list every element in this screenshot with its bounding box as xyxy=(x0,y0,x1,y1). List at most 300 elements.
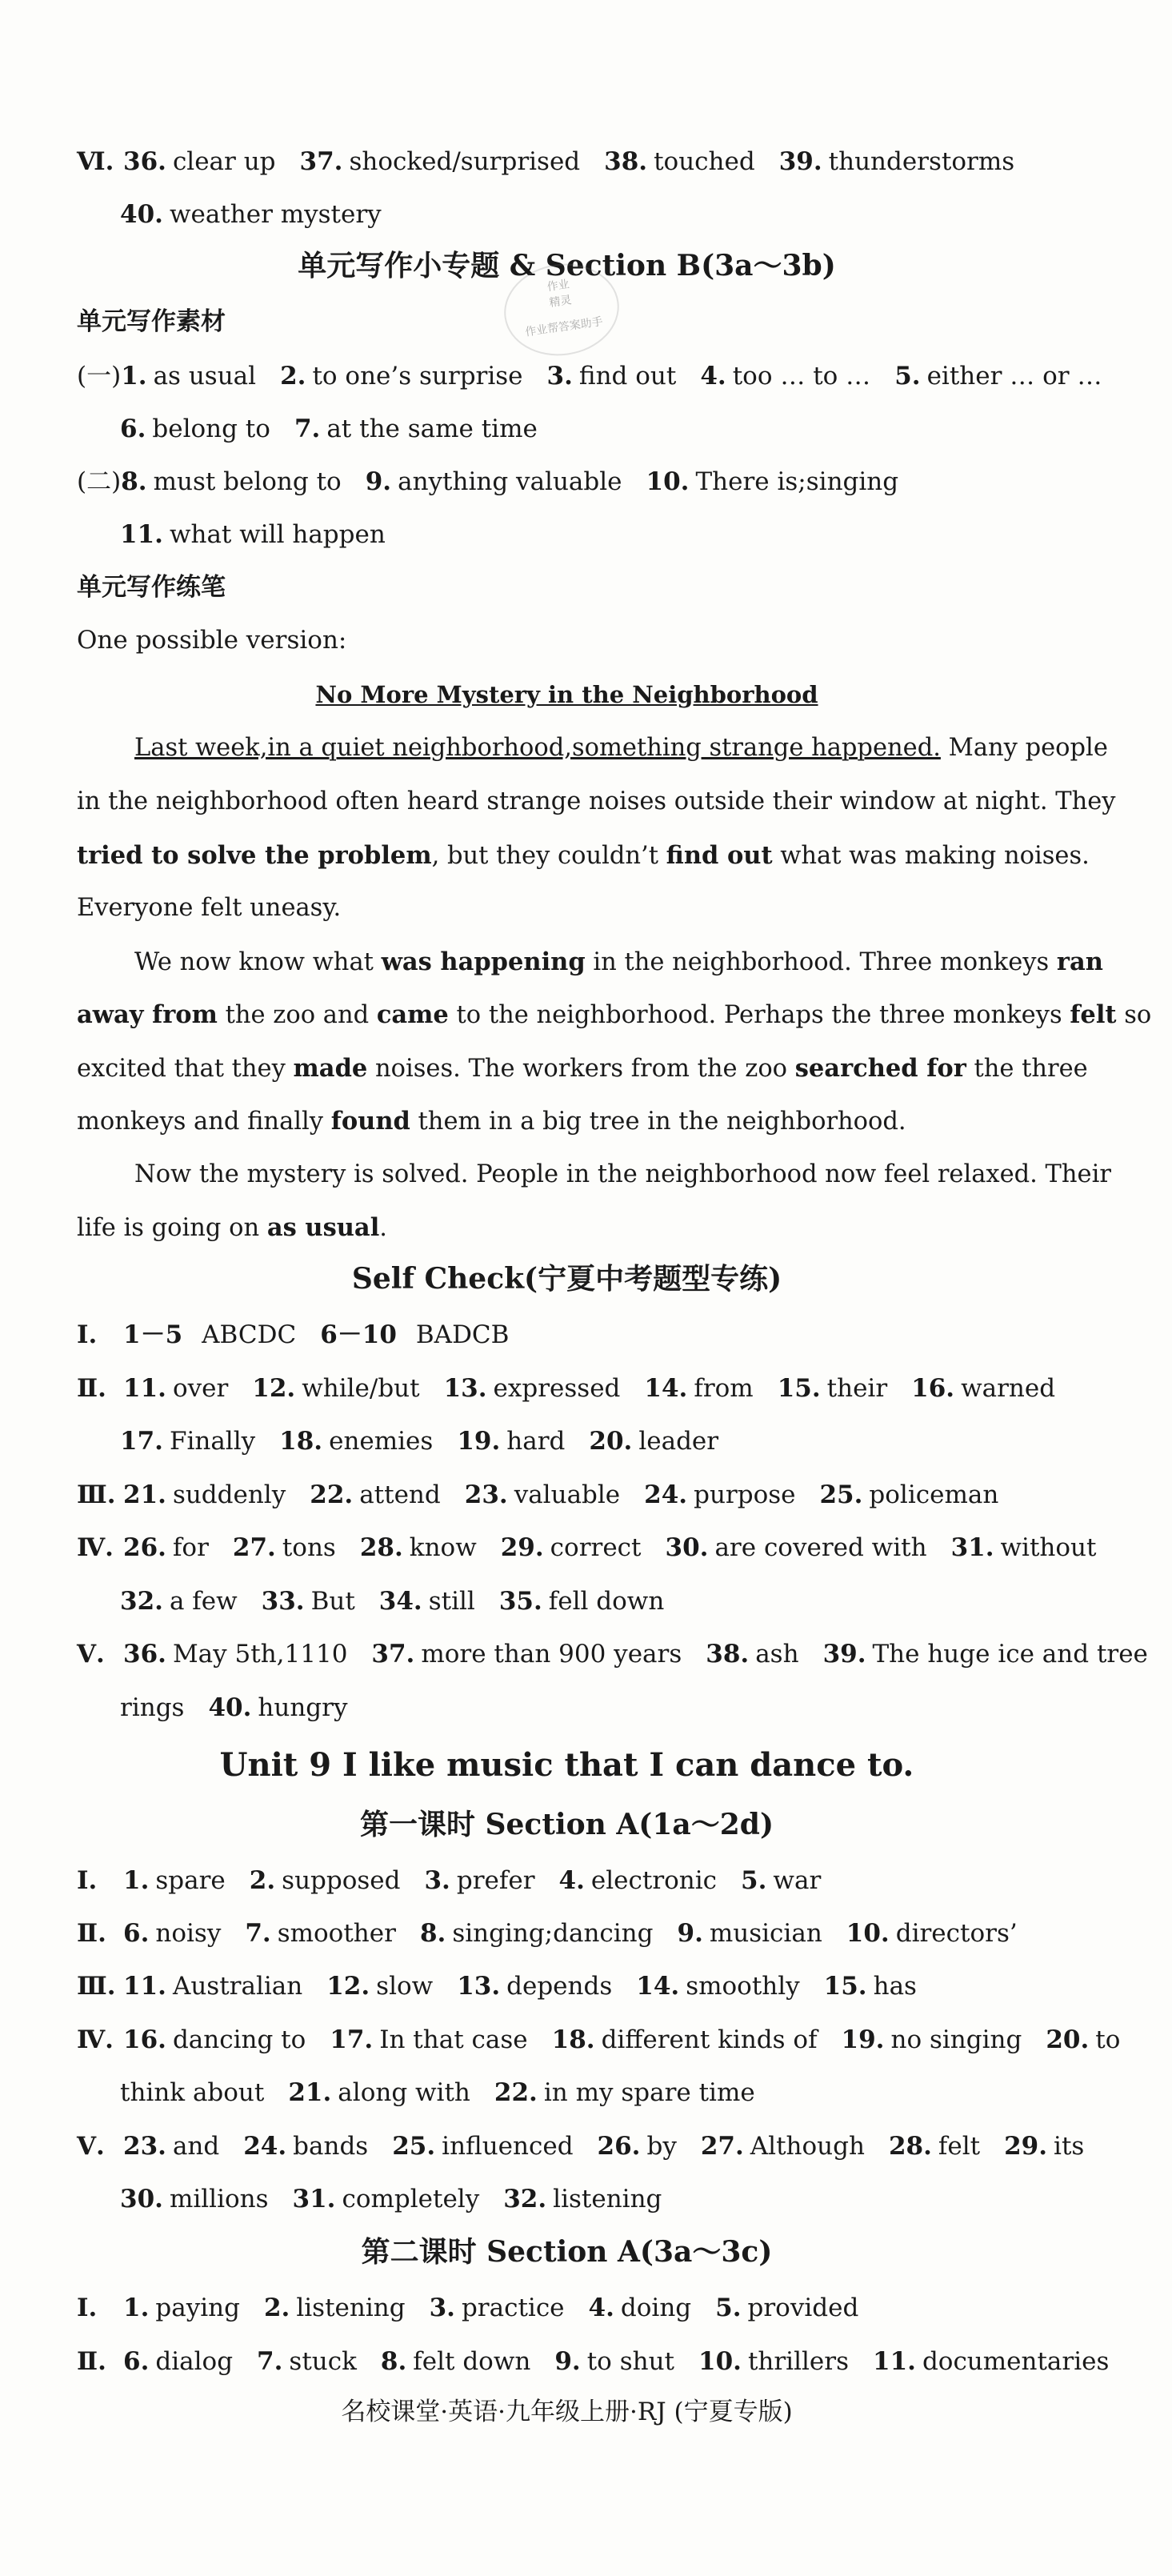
answer-item xyxy=(243,2132,368,2161)
answer-item xyxy=(120,1427,255,1456)
answer-text: provided xyxy=(747,2294,859,2322)
essay-line: monkeys and finally found them in a big tree in the neighborhood. xyxy=(77,1107,906,1136)
question-number: 27. xyxy=(232,1533,276,1562)
question-number: 19. xyxy=(457,1427,501,1456)
answer-item xyxy=(819,1480,998,1509)
answer-text: in my spare time xyxy=(543,2078,755,2107)
answer-text: documentaries xyxy=(922,2347,1110,2376)
answer-text: no singing xyxy=(890,2025,1022,2054)
answer-text: expressed xyxy=(493,1374,621,1403)
answer-item xyxy=(208,1693,347,1722)
answer-item xyxy=(465,1480,620,1509)
answer-text: musician xyxy=(709,1919,822,1948)
answer-item xyxy=(842,2025,1022,2054)
answer-text: enemies xyxy=(329,1427,434,1456)
answer-text: spare xyxy=(155,1866,226,1895)
answer-item xyxy=(120,2185,269,2213)
question-number: 31. xyxy=(950,1533,994,1562)
answer-item xyxy=(646,467,899,496)
answer-item xyxy=(245,1919,396,1948)
answer-text: war xyxy=(773,1866,822,1895)
answer-row: Ⅳ. 26. for 27. tons 28. know 29. correct 30. are covered with 31. without xyxy=(77,1533,1097,1562)
answer-item xyxy=(123,2347,233,2376)
answer-text: smoother xyxy=(277,1919,396,1948)
answer-text: by xyxy=(646,2132,677,2161)
answer-item xyxy=(123,1972,302,2001)
essay-line: Now the mystery is solved. People in the neighborhood now feel relaxed. Their xyxy=(134,1160,1111,1188)
answer-text: listening xyxy=(296,2294,406,2322)
answer-text: dialog xyxy=(155,2347,234,2376)
question-number: 15. xyxy=(823,1972,867,2001)
question-number: 7. xyxy=(245,1919,271,1948)
answer-row xyxy=(120,411,1086,447)
answer-text: practice xyxy=(461,2294,565,2322)
question-number: 4. xyxy=(558,1866,585,1895)
page-footer: 名校课堂·英语·九年级上册·RJ (宁夏专版) xyxy=(341,2398,793,2426)
answer-row xyxy=(77,144,1086,179)
answer-item xyxy=(706,1640,798,1669)
question-number: 11. xyxy=(873,2347,916,2376)
question-number: 4. xyxy=(588,2294,614,2322)
question-number: 7. xyxy=(294,415,321,443)
question-number: 20. xyxy=(1046,2025,1090,2054)
answer-text: But xyxy=(310,1587,355,1616)
question-number: 17. xyxy=(330,2025,374,2054)
answer-text: directors’ xyxy=(895,1919,1018,1948)
question-number: 25. xyxy=(819,1480,863,1509)
question-number: 4. xyxy=(700,362,726,391)
answer-text: touched xyxy=(654,147,755,176)
question-number: 5. xyxy=(741,1866,767,1895)
answer-text: Australian xyxy=(172,1972,303,2001)
answer-text: to one’s surprise xyxy=(312,362,523,391)
question-number: 8. xyxy=(419,1919,446,1948)
question-number: 11. xyxy=(123,1972,166,2001)
question-number: 18. xyxy=(551,2025,595,2054)
essay-line: tried to solve the problem, but they couldn’t find out what was making noises. xyxy=(77,841,1090,870)
answer-text: felt xyxy=(938,2132,981,2161)
question-number: 14. xyxy=(644,1374,688,1403)
answer-item xyxy=(598,2132,677,2161)
answer-item xyxy=(123,1866,226,1895)
answer-item xyxy=(264,2294,406,2322)
answer-text: doing xyxy=(620,2294,692,2322)
answer-item xyxy=(392,2132,573,2161)
question-number: 17. xyxy=(120,1427,163,1456)
answer-item xyxy=(547,362,677,391)
answer-item xyxy=(911,1374,1055,1403)
question-number: 23. xyxy=(123,2132,166,2161)
answer-text: know xyxy=(409,1533,477,1562)
answer-text: still xyxy=(428,1587,475,1616)
question-number: 37. xyxy=(371,1640,415,1669)
question-number: 26. xyxy=(597,2132,641,2161)
section-heading: Self Check(宁夏中考题型专练) xyxy=(351,1262,782,1296)
answer-item xyxy=(120,520,386,549)
answer-text: electronic xyxy=(590,1866,718,1895)
essay-line: away from the zoo and came to the neighborhood. Perhaps the three monkeys felt so xyxy=(77,1000,1152,1029)
answer-row: (二)8. must belong to 9. anything valuable 10. There is;singing xyxy=(77,467,899,496)
answer-item xyxy=(715,2294,858,2322)
question-number: 12. xyxy=(326,1972,370,2001)
question-number: 13. xyxy=(443,1374,487,1403)
answer-item xyxy=(457,1427,565,1456)
question-number: 3. xyxy=(424,1866,450,1895)
subheading: 单元写作练笔 xyxy=(77,573,226,602)
question-number: 16. xyxy=(123,2025,166,2054)
answer-item xyxy=(123,1640,347,1669)
answer-text: fell down xyxy=(548,1587,665,1616)
question-number: 27. xyxy=(700,2132,744,2161)
answer-row: Ⅰ. 1. paying 2. listening 3. practice 4. doing 5. provided xyxy=(77,2294,859,2322)
answer-row: Ⅰ. 1－5 ABCDC 6－10 BADCB xyxy=(77,1320,510,1349)
answer-text: suddenly xyxy=(172,1480,286,1509)
unit-title: Unit 9 I like music that I can dance to. xyxy=(219,1746,914,1784)
answer-text: felt down xyxy=(413,2347,531,2376)
answer-item xyxy=(121,362,256,391)
answer-item xyxy=(873,2347,1109,2376)
question-number: 14. xyxy=(636,1972,680,2001)
answer-row: (一)1. as usual 2. to one’s surprise 3. find out 4. too … to … 5. either … or … xyxy=(77,362,1102,391)
question-number: 15. xyxy=(777,1374,821,1403)
question-number: 20. xyxy=(589,1427,633,1456)
question-number: 1. xyxy=(123,1866,150,1895)
question-number: 7. xyxy=(257,2347,283,2376)
question-number: 32. xyxy=(503,2185,547,2213)
answer-text: stuck xyxy=(289,2347,357,2376)
answer-text: valuable xyxy=(514,1480,621,1509)
question-number: 39. xyxy=(778,147,822,176)
answer-item xyxy=(252,1374,419,1403)
answer-text: slow xyxy=(376,1972,434,2001)
answer-item xyxy=(554,2347,674,2376)
question-number: 39. xyxy=(822,1640,866,1669)
answer-text: Although xyxy=(750,2132,865,2161)
question-number: 3. xyxy=(546,362,573,391)
answer-item xyxy=(420,1919,654,1948)
section-heading: 单元写作小专题 & Section B(3a～3b) xyxy=(298,249,836,282)
question-number: 23. xyxy=(464,1480,508,1509)
essay-line: in the neighborhood often heard strange noises outside their window at night. They xyxy=(77,787,1116,815)
answer-row: Ⅱ. 6. noisy 7. smoother 8. singing;dancing 9. musician 10. directors’ xyxy=(77,1919,1018,1948)
question-number: 1. xyxy=(123,2294,150,2322)
answer-item xyxy=(326,1972,433,2001)
question-number: 6. xyxy=(123,2347,150,2376)
question-number: 2. xyxy=(263,2294,290,2322)
answer-text: clear up xyxy=(172,147,276,176)
answer-text: find out xyxy=(578,362,677,391)
answer-text: a few xyxy=(169,1587,238,1616)
answer-text: warned xyxy=(961,1374,1056,1403)
answer-item xyxy=(779,147,1014,176)
answer-text: from xyxy=(694,1374,754,1403)
answer-item xyxy=(700,362,870,391)
question-number: 10. xyxy=(646,467,690,496)
answer-text: prefer xyxy=(456,1866,535,1895)
answer-item xyxy=(823,1640,1148,1669)
answer-text: thunderstorms xyxy=(828,147,1015,176)
subheading: 单元写作素材 xyxy=(77,307,226,336)
answer-text: tons xyxy=(282,1533,336,1562)
answer-text: has xyxy=(873,1972,917,2001)
answer-item xyxy=(1046,2025,1120,2054)
question-number: 28. xyxy=(359,1533,403,1562)
answer-item xyxy=(250,1866,401,1895)
answer-item xyxy=(457,1972,612,2001)
answer-text: hard xyxy=(506,1427,566,1456)
answer-text: There is;singing xyxy=(695,467,899,496)
question-number: 11. xyxy=(123,1374,166,1403)
essay-line: Last week,in a quiet neighborhood,something strange happened. Many people xyxy=(134,734,1108,762)
answer-text: ash xyxy=(755,1640,799,1669)
answer-text: anything valuable xyxy=(398,467,622,496)
question-number: 37. xyxy=(299,147,343,176)
answer-text: along with xyxy=(338,2078,470,2107)
answer-item xyxy=(951,1533,1097,1562)
answer-item xyxy=(123,2025,306,2054)
question-number: 33. xyxy=(261,1587,305,1616)
answer-text: depends xyxy=(506,1972,613,2001)
question-number: 36. xyxy=(123,1640,166,1669)
possible-version-label: One possible version: xyxy=(77,626,347,655)
answer-item xyxy=(233,1533,336,1562)
answer-row: Ⅱ. 6. dialog 7. stuck 8. felt down 9. to shut 10. thrillers 11. documentaries xyxy=(77,2347,1110,2376)
question-number: 22. xyxy=(494,2078,538,2107)
answer-text: different kinds of xyxy=(601,2025,818,2054)
answer-text: without xyxy=(1000,1533,1097,1562)
answer-text: noisy xyxy=(155,1919,222,1948)
watermark-stamp: 作业 精灵 作业帮答案助手 xyxy=(498,257,625,363)
question-number: 6. xyxy=(120,415,146,443)
answer-item xyxy=(559,1866,718,1895)
question-number: 10. xyxy=(698,2347,742,2376)
question-number: 9. xyxy=(554,2347,581,2376)
answer-item xyxy=(846,1919,1018,1948)
answer-text: May 5th,1110 xyxy=(172,1640,348,1669)
answer-item xyxy=(824,1972,917,2001)
question-number: 36. xyxy=(123,147,166,176)
answer-text: are covered with xyxy=(714,1533,927,1562)
answer-text: to xyxy=(1095,2025,1121,2054)
answer-item xyxy=(279,1427,433,1456)
answer-text: its xyxy=(1054,2132,1085,2161)
answer-row: Ⅰ. 1. spare 2. supposed 3. prefer 4. electronic 5. war xyxy=(77,1866,822,1895)
answer-text: and xyxy=(172,2132,220,2161)
answer-text: leader xyxy=(638,1427,719,1456)
answer-item xyxy=(123,2294,240,2322)
answer-text: must belong to xyxy=(153,467,342,496)
answer-item xyxy=(288,2078,470,2107)
answer-item xyxy=(741,1866,821,1895)
answer-text: hungry xyxy=(258,1693,348,1722)
answer-text: listening xyxy=(553,2185,662,2213)
answer-row: Ⅱ. 11. over 12. while/but 13. expressed 14. from 15. their 16. warned xyxy=(77,1374,1056,1403)
question-number: 40. xyxy=(208,1693,252,1722)
answer-item xyxy=(644,1480,795,1509)
question-number: 24. xyxy=(243,2132,287,2161)
essay-line: life is going on as usual. xyxy=(77,1213,387,1242)
question-number: 38. xyxy=(604,147,648,176)
section-heading: 第二课时 Section A(3a～3c) xyxy=(361,2235,773,2269)
answer-item xyxy=(366,467,622,496)
answer-text: what will happen xyxy=(169,520,386,549)
answer-item xyxy=(121,467,342,496)
answer-text: influenced xyxy=(442,2132,574,2161)
question-number: 3. xyxy=(429,2294,455,2322)
question-number: 18. xyxy=(279,1427,323,1456)
question-number: 30. xyxy=(665,1533,709,1562)
answer-item xyxy=(444,1374,621,1403)
answer-item xyxy=(120,1587,238,1616)
question-number: 2. xyxy=(249,1866,276,1895)
answer-item xyxy=(701,2132,865,2161)
answer-text: to shut xyxy=(586,2347,674,2376)
question-number: 10. xyxy=(846,1919,890,1948)
answer-item xyxy=(589,2294,692,2322)
answer-row: think about 21. along with 22. in my spare time xyxy=(120,2078,755,2107)
answer-text: Finally xyxy=(169,1427,256,1456)
answer-item xyxy=(120,415,270,443)
answer-item xyxy=(123,1480,286,1509)
section-heading: 第一课时 Section A(1a～2d) xyxy=(360,1808,774,1841)
answer-item xyxy=(430,2294,565,2322)
answer-row: Ⅲ. 21. suddenly 22. attend 23. valuable 24. purpose 25. policeman xyxy=(77,1480,999,1509)
question-number: 34. xyxy=(378,1587,422,1616)
answer-text: millions xyxy=(169,2185,269,2213)
answer-item xyxy=(300,147,581,176)
question-number: 9. xyxy=(677,1919,703,1948)
answer-item xyxy=(889,2132,980,2161)
question-number: 35. xyxy=(498,1587,542,1616)
answer-row: Ⅴ. 23. and 24. bands 25. influenced 26. by 27. Although 28. felt 29. its xyxy=(77,2132,1085,2161)
answer-text: as usual xyxy=(153,362,257,391)
question-number: 38. xyxy=(706,1640,750,1669)
answer-text: bands xyxy=(293,2132,369,2161)
answer-item xyxy=(678,1919,822,1948)
answer-text: correct xyxy=(550,1533,642,1562)
answer-text: The huge ice and tree xyxy=(872,1640,1148,1669)
answer-text: completely xyxy=(342,2185,480,2213)
question-number: 13. xyxy=(457,1972,501,2001)
question-number: 26. xyxy=(123,1533,166,1562)
answer-item xyxy=(330,2025,527,2054)
question-number: 9. xyxy=(365,467,392,496)
answer-text: for xyxy=(172,1533,209,1562)
answer-item xyxy=(644,1374,753,1403)
answer-item xyxy=(381,2347,530,2376)
essay-title: No More Mystery in the Neighborhood xyxy=(315,681,818,708)
question-number: 5. xyxy=(894,362,921,391)
question-number: 2. xyxy=(280,362,306,391)
answer-row: Ⅳ. 16. dancing to 17. In that case 18. different kinds of 19. no singing 20. to xyxy=(77,2025,1121,2054)
answer-item xyxy=(294,415,538,443)
question-number: 32. xyxy=(120,1587,163,1616)
question-number: 29. xyxy=(1004,2132,1048,2161)
answer-row xyxy=(120,197,1086,232)
answer-row xyxy=(120,1424,1086,1459)
question-number: 11. xyxy=(120,520,163,549)
answer-text: thrillers xyxy=(747,2347,849,2376)
answer-item xyxy=(371,1640,682,1669)
answer-item xyxy=(424,1866,534,1895)
question-number: 22. xyxy=(310,1480,354,1509)
answer-text: dancing to xyxy=(172,2025,306,2054)
question-number: 21. xyxy=(288,2078,332,2107)
essay-line: We now know what was happening in the neighborhood. Three monkeys ran xyxy=(134,947,1103,976)
question-number: 5. xyxy=(715,2294,742,2322)
answer-text: policeman xyxy=(869,1480,999,1509)
answer-item xyxy=(636,1972,799,2001)
question-number: 16. xyxy=(911,1374,955,1403)
answer-item xyxy=(494,2078,755,2107)
question-number: 25. xyxy=(392,2132,436,2161)
answer-item xyxy=(262,1587,355,1616)
question-number: 8. xyxy=(380,2347,407,2376)
answer-text: attend xyxy=(359,1480,441,1509)
answer-row xyxy=(120,2181,1086,2217)
answer-text: while/but xyxy=(302,1374,420,1403)
answer-item xyxy=(257,2347,357,2376)
answer-text: smoothly xyxy=(686,1972,800,2001)
question-number: 28. xyxy=(888,2132,932,2161)
answer-item xyxy=(698,2347,849,2376)
answer-text: purpose xyxy=(694,1480,796,1509)
answer-row: Ⅴ. 36. May 5th,1110 37. more than 900 years 38. ash 39. The huge ice and tree xyxy=(77,1640,1148,1669)
question-number: 8. xyxy=(121,467,147,496)
answer-text: belong to xyxy=(152,415,270,443)
answer-item xyxy=(123,2132,219,2161)
answer-text: In that case xyxy=(379,2025,528,2054)
answer-item xyxy=(1004,2132,1084,2161)
question-number: 40. xyxy=(120,200,163,229)
answer-item xyxy=(123,1919,221,1948)
answer-text: too … to … xyxy=(732,362,871,391)
answer-item xyxy=(280,362,522,391)
answer-text: either … or … xyxy=(926,362,1102,391)
answer-text: at the same time xyxy=(326,415,538,443)
question-number: 31. xyxy=(292,2185,336,2213)
answer-item xyxy=(501,1533,642,1562)
answer-text: over xyxy=(172,1374,229,1403)
answer-item xyxy=(503,2185,662,2213)
answer-text: paying xyxy=(155,2294,240,2322)
question-number: 24. xyxy=(644,1480,688,1509)
question-number: 6. xyxy=(123,1919,150,1948)
answer-text: more than 900 years xyxy=(421,1640,682,1669)
question-number: 21. xyxy=(123,1480,166,1509)
answer-item xyxy=(666,1533,927,1562)
answer-item xyxy=(604,147,755,176)
question-number: 29. xyxy=(500,1533,544,1562)
answer-item xyxy=(778,1374,887,1403)
answer-text: supposed xyxy=(282,1866,401,1895)
answer-item xyxy=(310,1480,441,1509)
answer-item xyxy=(123,147,276,176)
answer-item xyxy=(894,362,1102,391)
answer-row xyxy=(120,517,1086,552)
answer-row: Ⅲ. 11. Australian 12. slow 13. depends 14. smoothly 15. has xyxy=(77,1972,917,2001)
answer-item xyxy=(552,2025,818,2054)
answer-item xyxy=(123,1533,209,1562)
roman-numeral: Ⅵ. xyxy=(77,147,114,176)
answer-text: singing;dancing xyxy=(452,1919,654,1948)
answer-text: weather mystery xyxy=(169,200,382,229)
answer-item xyxy=(293,2185,480,2213)
question-number: 19. xyxy=(841,2025,885,2054)
answer-text: their xyxy=(826,1374,888,1403)
answer-row xyxy=(120,1584,1086,1619)
question-number: 30. xyxy=(120,2185,163,2213)
